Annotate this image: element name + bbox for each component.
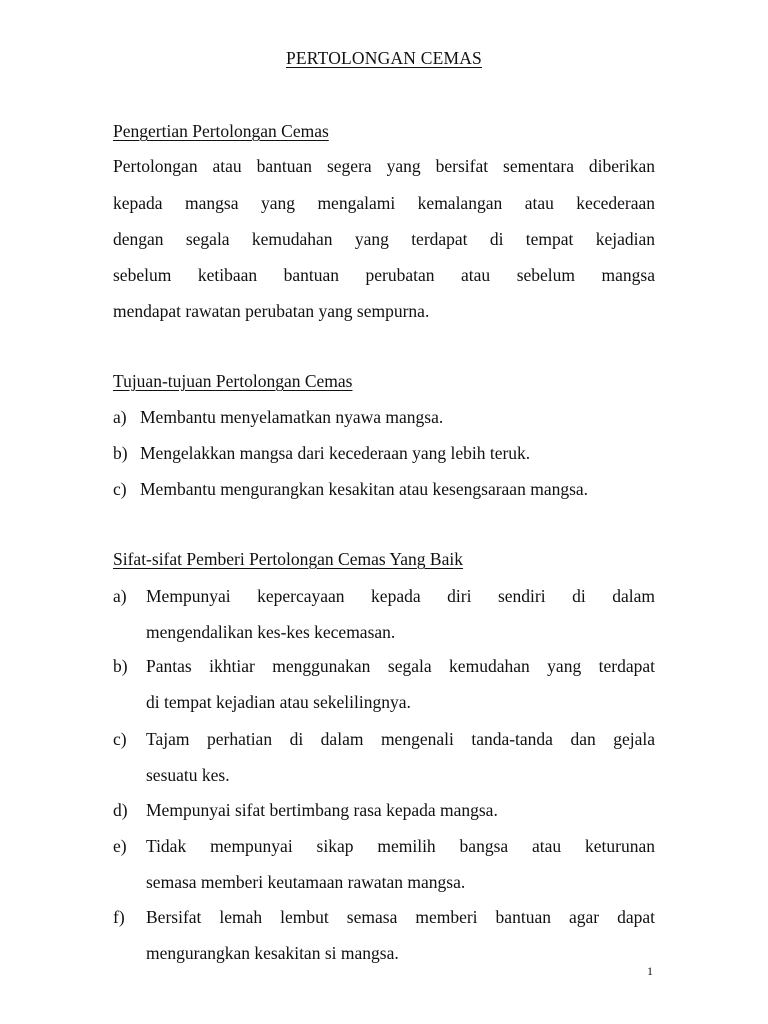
paragraph-line: sebelum ketibaan bantuan perubatan atau sebelum mangsa [113,265,655,285]
page-title: PERTOLONGAN CEMAS [285,48,482,68]
list-marker: a) [113,586,127,606]
list-item-text: Mengelakkan mangsa dari kecederaan yang lebih teruk. [140,443,531,463]
list-item-text: Mempunyai sifat bertimbang rasa kepada mangsa. [146,800,498,820]
list-item [113,479,588,500]
section-heading-objectives: Tujuan-tujuan Pertolongan Cemas [113,371,353,391]
paragraph-line: mendapat rawatan perubatan yang sempurna. [113,301,430,321]
paragraph-line: dengan segala kemudahan yang terdapat di tempat kejadian [113,229,655,249]
list-marker: a) [113,407,127,427]
list-item-text: Pantas ikhtiar menggunakan segala kemudahan yang terdapat [146,656,655,676]
list-item-text: Mempunyai kepercayaan kepada diri sendiri di dalam [146,586,655,606]
list-marker: b) [113,656,128,676]
list-item-text: Membantu mengurangkan kesakitan atau kesengsaraan mangsa. [140,479,589,499]
list-marker: e) [113,836,127,856]
list-item-text: Membantu menyelamatkan nyawa mangsa. [140,407,444,427]
section-heading-qualities: Sifat-sifat Pemberi Pertolongan Cemas Yang Baik [113,549,463,569]
list-item-text: mengurangkan kesakitan si mangsa. [146,943,399,963]
list-item-text: di tempat kejadian atau sekelilingnya. [146,692,411,712]
list-item-text: mengendalikan kes-kes kecemasan. [146,622,396,642]
list-marker: d) [113,800,128,820]
list-item [113,407,443,428]
list-marker: b) [113,443,128,463]
list-marker: c) [113,479,127,499]
page-number: 1 [647,964,653,978]
list-item-text: Tidak mempunyai sikap memilih bangsa atau keturunan [146,836,655,856]
section-heading-definition: Pengertian Pertolongan Cemas [113,121,329,141]
list-item-text: sesuatu kes. [146,765,230,785]
list-marker: c) [113,729,127,749]
list-item-text: semasa memberi keutamaan rawatan mangsa. [146,872,466,892]
list-item-text: Tajam perhatian di dalam mengenali tanda-tanda dan gejala [146,729,655,749]
list-marker: f) [113,907,125,927]
paragraph-line: kepada mangsa yang mengalami kemalangan atau kecederaan [113,193,655,213]
paragraph-line: Pertolongan atau bantuan segera yang bersifat sementara diberikan [113,156,655,176]
list-item [113,443,530,464]
list-item-text: Bersifat lemah lembut semasa memberi bantuan agar dapat [146,907,655,927]
